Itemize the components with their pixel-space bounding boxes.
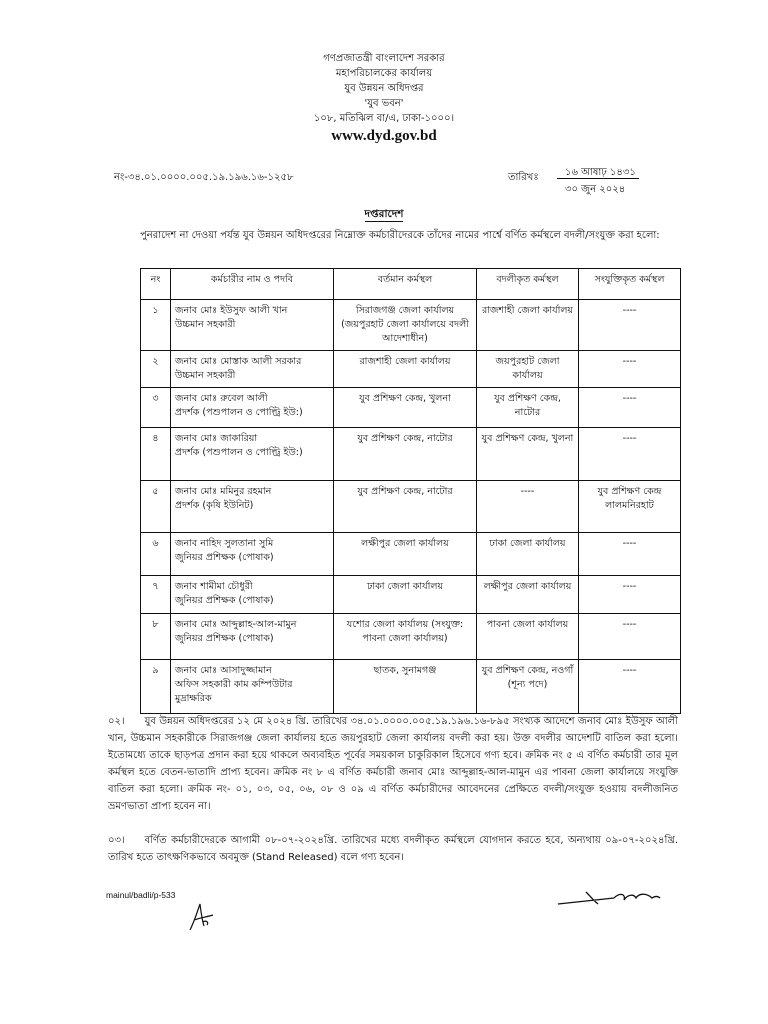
date-divider: [557, 178, 639, 179]
row-current: যশোর জেলা কার্যালয় (সংযুক্ত: পাবনা জেলা কার্যালয়): [334, 614, 477, 660]
table-row: [141, 533, 681, 576]
row-attached: যুব প্রশিক্ষণ কেন্দ্র লালমনিরহাট: [579, 481, 681, 533]
row-transferred: পাবনা জেলা কার্যালয়: [477, 614, 579, 660]
address: ১০৮, মতিঝিল বা/এ, ঢাকা-১০০০।: [313, 113, 455, 124]
employee-name: জনাব মোঃ মমিনুর রহমান: [175, 486, 272, 497]
row-serial: ৮: [141, 614, 171, 660]
row-current: রাজশাহী জেলা কার্যালয়: [334, 351, 477, 388]
paragraph-2: [108, 713, 678, 815]
paragraph-3-text: বর্ণিত কর্মচারীদেরকে আগামী ০৮-০৭-২০২৪খ্রি. তারিখের মধ্যে বদলীকৃত কর্মস্থলে যোগদান করতে হবে, অন্যথায় ০৯-০৭-২০২৪খ্রি. তারিখ হতে তাৎক্ষণিকভাবে অবমুক্ত (Stand Released) বলে গণ্য হবেন।: [108, 835, 678, 863]
intro-paragraph: পুনরাদেশ না দেওয়া পর্যন্ত যুব উন্নয়ন অধিদপ্তরের নিম্নোক্ত কর্মচারীদেরকে তাঁদের নামের পার্শ্বে বর্ণিত কর্মস্থলে বদলী/সংযুক্ত করা হলো:: [140, 230, 660, 241]
transfer-table: [140, 268, 681, 714]
row-attached: ----: [579, 533, 681, 576]
paragraph-3-number: ০৩।: [108, 835, 125, 846]
employee-name: জনাব মোঃ রুবেল আলী: [175, 393, 268, 404]
order-title-text: দপ্তরাদেশ: [364, 208, 404, 220]
employee-designation: উচ্চমান সহকারী: [175, 370, 236, 381]
table-row: [141, 300, 681, 351]
row-current: ঢাকা জেলা কার্যালয়: [334, 576, 477, 614]
row-attached: ----: [579, 388, 681, 428]
row-attached: ----: [579, 428, 681, 481]
website-link[interactable]: www.dyd.gov.bd: [331, 128, 437, 144]
order-title: [0, 207, 768, 224]
row-current: লক্ষীপুর জেলা কার্যালয়: [334, 533, 477, 576]
employee-designation: জুনিয়র প্রশিক্ষক (পোষাক): [175, 633, 274, 644]
table-header-row: [141, 269, 681, 300]
employee-name: জনাব মোঃ আব্দুল্লাহ-আল-মামুন: [175, 619, 297, 630]
col-transferred: বদলীকৃত কর্মস্থল: [477, 269, 579, 300]
table-row: [141, 660, 681, 714]
row-transferred: জয়পুরহাট জেলা কার্যালয়: [477, 351, 579, 388]
row-serial: ৭: [141, 576, 171, 614]
row-employee: [171, 660, 334, 714]
row-transferred: যুব প্রশিক্ষণ কেন্দ্র, নাটোর: [477, 388, 579, 428]
govt-name: গণপ্রজাতন্ত্রী বাংলাদেশ সরকার: [323, 53, 445, 64]
table-row: [141, 428, 681, 481]
table-row: [141, 481, 681, 533]
employee-designation: অফিস সহকারী কাম কম্পিউটার মুদ্রাক্ষরিক: [175, 679, 293, 704]
row-current: ছাতক, সুনামগঞ্জ: [334, 660, 477, 714]
employee-name: জনাব মোঃ ইউসুফ আলী খান: [175, 305, 288, 316]
employee-designation: উচ্চমান সহকারী: [175, 319, 236, 330]
employee-name: জনাব মোঃ মোস্তাক আলী সরকার: [175, 356, 302, 367]
employee-designation: প্রদর্শক (পশুপালন ও পোল্ট্রি ইউ:): [175, 447, 303, 458]
row-serial: ৪: [141, 428, 171, 481]
signature: [556, 886, 662, 910]
row-employee: [171, 351, 334, 388]
row-employee: [171, 614, 334, 660]
initials-signature: [186, 900, 216, 934]
row-transferred: রাজশাহী জেলা কার্যালয়: [477, 300, 579, 351]
date-bangla: ১৬ আষাঢ় ১৪৩১: [565, 167, 636, 178]
row-employee: [171, 300, 334, 351]
table-row: [141, 351, 681, 388]
row-serial: ৯: [141, 660, 171, 714]
employee-designation: জুনিয়র প্রশিক্ষক (পোষাক): [175, 552, 274, 563]
col-name: কর্মচারীর নাম ও পদবি: [171, 269, 334, 300]
date-gregorian: ৩০ জুন ২০২৪: [565, 184, 626, 195]
paragraph-2-number: ০২।: [108, 716, 125, 727]
row-transferred: লক্ষীপুর জেলা কার্যালয়: [477, 576, 579, 614]
employee-designation: জুনিয়র প্রশিক্ষক (পোষাক): [175, 595, 274, 606]
paragraph-2-text: যুব উন্নয়ন অধিদপ্তরের ১২ মে ২০২৪ খ্রি. তারিখের ৩৪.০১.০০০০.০০৫.১৯.১৯৬.১৬-৮৯৫ সংখ্যক আদেশে জনাব মোঃ ইউসুফ আলী খান, উচ্চমান সহকারীকে সিরাজগঞ্জ জেলা কার্যালয় হতে জয়পুরহাট জেলা কার্যালয় বদলী করা হয়। উক্ত বদলীর আদেশটি বাতিল করা হলো। ইতোমধ্যে তাকে ছাড়পত্র প্রদান করা হয়ে থাকলে অব্যবহিত পূর্বের সময়কাল চাকুরিকাল হিসেবে গণ্য হবে। ক্রমিক নং ৫ এ বর্ণিত কর্মচারী তার মূল কর্মস্থল হতে বেতন-ভাতাদি প্রাপ্য হবেন। ক্রমিক নং ৮ এ বর্ণিত কর্মচারী জনাব মোঃ আব্দুল্লাহ-আল-মামুন এর পাবনা জেলা কার্যালয়ে সংযুক্তি বাতিল করা হলো। ক্রমিক নং- ০১, ০৩, ০৫, ০৬, ০৮ ও ০৯ এ বর্ণিত কর্মচারীদের আবেদনের প্রেক্ষিতে বদলী/সংযুক্ত হওয়ায় বদলীজনিত ভ্রমণভাতা প্রাপ্য হবেন না।: [108, 716, 678, 812]
employee-designation: প্রদর্শক (পশুপালন ও পোল্ট্রি ইউ:): [175, 407, 303, 418]
col-attached: সংযুক্তিকৃত কর্মস্থল: [579, 269, 681, 300]
table-row: [141, 576, 681, 614]
reference-code: mainul/badli/p-533: [106, 890, 176, 900]
col-current: বর্তমান কর্মস্থল: [334, 269, 477, 300]
col-serial: নং: [141, 269, 171, 300]
row-serial: ৬: [141, 533, 171, 576]
employee-name: জনাব নাহিদ সুলতানা সুমি: [175, 538, 274, 549]
row-current: যুব প্রশিক্ষণ কেন্দ্র, নাটোর: [334, 428, 477, 481]
row-employee: [171, 576, 334, 614]
building-name: 'যুব ভবন': [364, 98, 404, 109]
table-row: [141, 614, 681, 660]
employee-name: জনাব শামীমা চৌধুরী: [175, 581, 253, 592]
row-employee: [171, 481, 334, 533]
department-name: যুব উন্নয়ন অধিদপ্তর: [344, 83, 424, 94]
row-serial: ১: [141, 300, 171, 351]
row-employee: [171, 428, 334, 481]
date-label: তারিখঃ: [508, 172, 539, 183]
row-transferred: ----: [477, 481, 579, 533]
row-attached: ----: [579, 660, 681, 714]
row-serial: ২: [141, 351, 171, 388]
row-attached: ----: [579, 351, 681, 388]
table-row: [141, 388, 681, 428]
row-serial: ৩: [141, 388, 171, 428]
row-employee: [171, 533, 334, 576]
employee-name: জনাব মোঃ আসাদুজ্জামান: [175, 665, 272, 676]
row-employee: [171, 388, 334, 428]
office-name: মহাপরিচালকের কার্যালয়: [335, 68, 433, 79]
employee-name: জনাব মোঃ জাকারিয়া: [175, 433, 258, 444]
row-attached: ----: [579, 576, 681, 614]
row-attached: ----: [579, 614, 681, 660]
row-current: যুব প্রশিক্ষণ কেন্দ্র, নাটোর: [334, 481, 477, 533]
row-serial: ৫: [141, 481, 171, 533]
row-transferred: যুব প্রশিক্ষণ কেন্দ্র, খুলনা: [477, 428, 579, 481]
row-current: সিরাজগঞ্জ জেলা কার্যালয় (জয়পুরহাট জেলা কার্যালয়ে বদলী আদেশাধীন): [334, 300, 477, 351]
row-transferred: ঢাকা জেলা কার্যালয়: [477, 533, 579, 576]
row-attached: ----: [579, 300, 681, 351]
paragraph-3: [108, 832, 678, 866]
row-transferred: যুব প্রশিক্ষণ কেন্দ্র, নওগাঁ (শূন্য পদে): [477, 660, 579, 714]
employee-designation: প্রদর্শক (কৃষি ইউনিট): [175, 500, 254, 511]
memo-number: নং-৩৪.০১.০০০০.০০৫.১৯.১৯৬.১৬-১২৫৮: [114, 172, 294, 183]
row-current: যুব প্রশিক্ষণ কেন্দ্র, খুলনা: [334, 388, 477, 428]
